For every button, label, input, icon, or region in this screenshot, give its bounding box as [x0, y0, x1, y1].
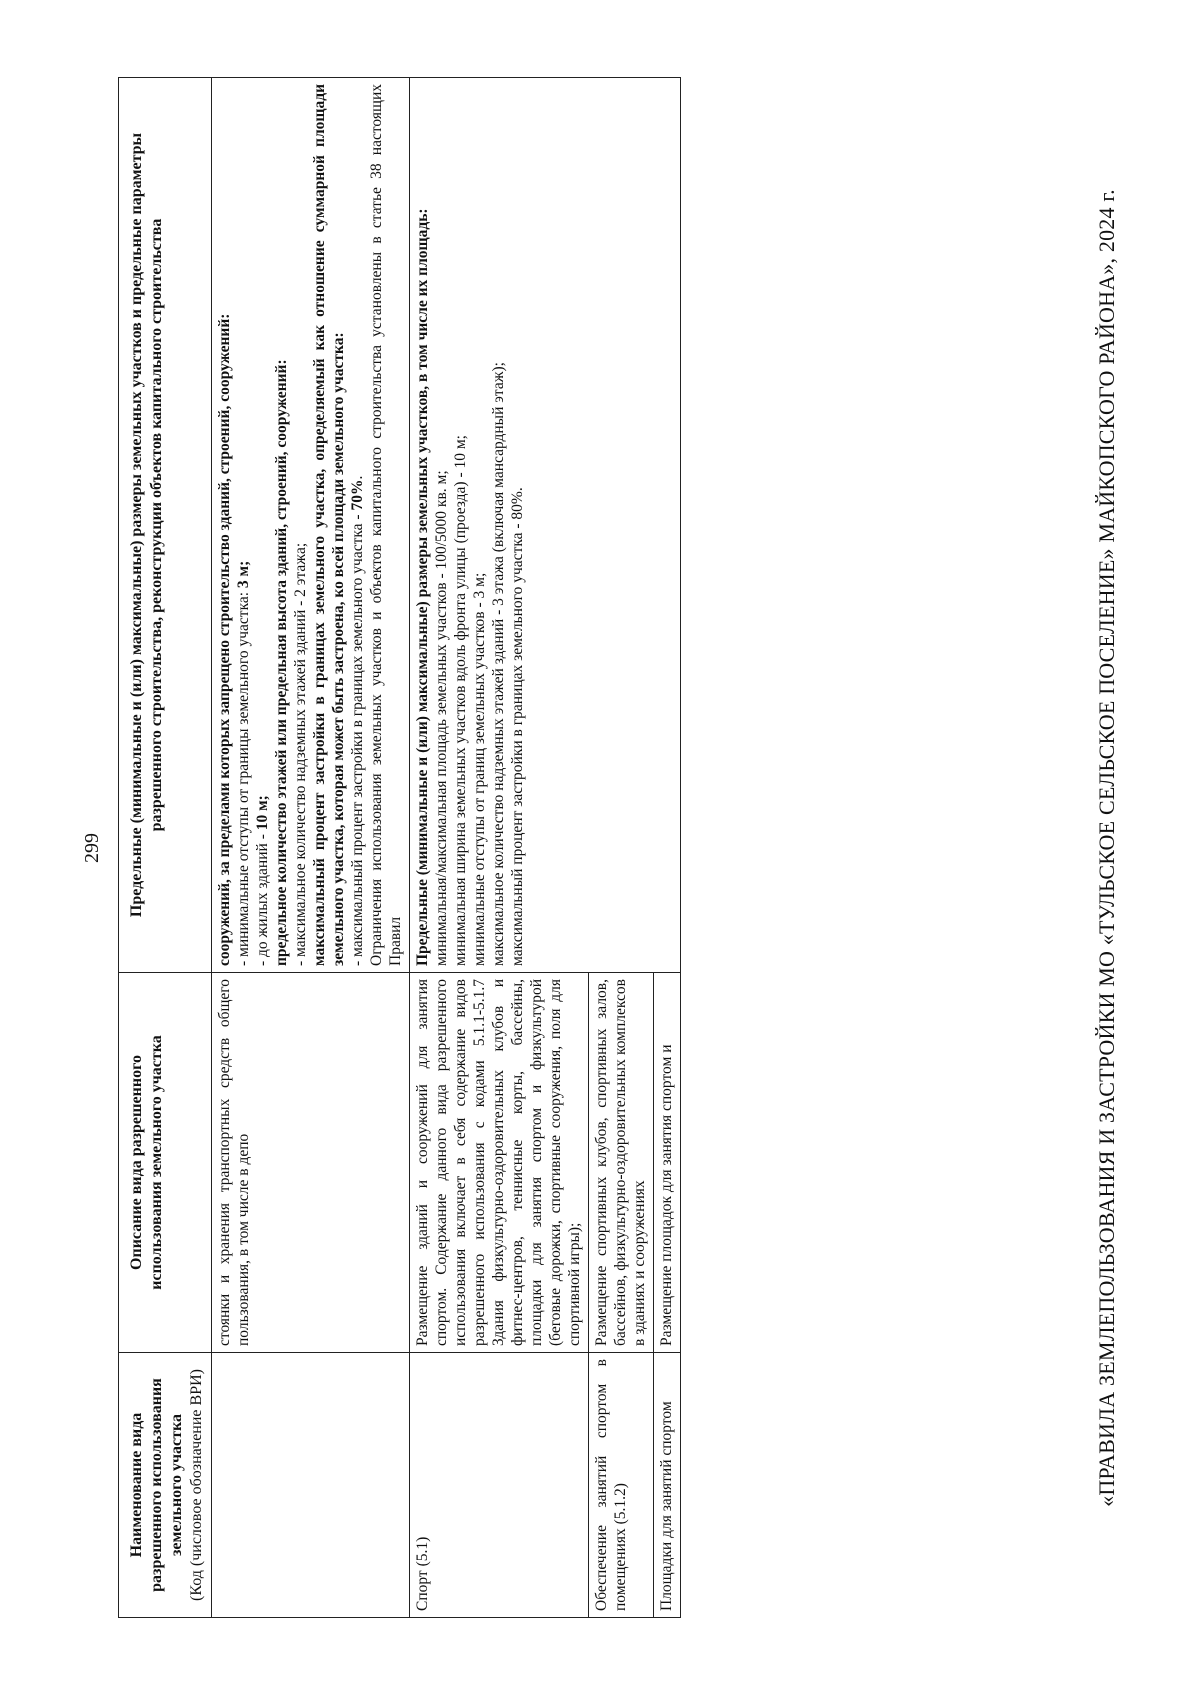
cell-name: Обеспечение занятий спортом в помещениях (5.1.2)	[589, 1353, 654, 1618]
cell-parameters: сооружений, за пределами которых запрещено строительство зданий, строений, сооружений: - минимальные отступы от границы земельного участка: 3 м; - до жилых зданий - 10 м; предельное количество этажей или предельная высота зданий, строений, сооружений: - максимальное количество надземных этажей зданий - 2 этажа; максимальный процент застройки в границах земельного участка, определяемый как отношение суммарной площади земельного участка, которая может быть застроена, ко всей площади земельного участка: - максимальный процент застройки в границах земельного участка - 70%. Ограничения использования земельных участков и объектов капитального строительства установлены в статье 38 настоящих Правил	[212, 78, 410, 973]
document-footer: «ПРАВИЛА ЗЕМЛЕПОЛЬЗОВАНИЯ И ЗАСТРОЙКИ МО «ТУЛЬСКОЕ СЕЛЬСКОЕ ПОСЕЛЕНИЕ» МАЙКОПСКОГО РАЙОНА», 2024 г.	[1094, 189, 1119, 1507]
header-parameters-column: Предельные (минимальные и (или) максимальные) размеры земельных участков и предельные параметры разрешенного строительства, реконструкции объектов капитального строительства	[119, 78, 212, 973]
header-name-column: Наименование вида разрешенного использования земельного участка (Код (числовое обозначение ВРИ)	[119, 1353, 212, 1618]
cell-name	[212, 1353, 410, 1618]
header-description-column: Описание вида разрешенного использования земельного участка	[119, 973, 212, 1353]
table-header-row	[119, 78, 212, 1618]
land-use-table	[118, 77, 681, 1618]
cell-description: Размещение спортивных клубов, спортивных залов, бассейнов, физкультурно-оздоровительных комплексов в зданиях и сооружениях	[589, 973, 654, 1353]
cell-name: Площадки для занятий спортом	[654, 1353, 681, 1618]
rotated-content	[80, 78, 1120, 1618]
table-row	[212, 78, 410, 1618]
table-row	[410, 78, 589, 1618]
cell-description: стоянки и хранения транспортных средств общего пользования, в том числе в депо	[212, 973, 410, 1353]
cell-description: Размещение зданий и сооружений для занятия спортом. Содержание данного вида разрешенного использования включает в себя содержание видов разрешенного использования с кодами 5.1.1-5.1.7 Здания физкультурно-оздоровительных клубов и фитнес-центров, теннисные корты, бассейны, площадки для занятия спортом и физкультурой (беговые дорожки, спортивные сооружения, поля для спортивной игры);	[410, 973, 589, 1353]
cell-name: Спорт (5.1)	[410, 1353, 589, 1618]
cell-parameters: Предельные (минимальные и (или) максимальные) размеры земельных участков, в том числе их площадь: минимальная/максимальная площадь земельных участков - 100/5000 кв. м; минимальная ширина земельных участков вдоль фронта улицы (проезда) - 10 м; минимальные отступы от границ земельных участков - 3 м; максимальное количество надземных этажей зданий - 3 этажа (включая мансардный этаж); максимальный процент застройки в границах земельного участка - 80%.	[410, 78, 681, 973]
cell-description: Размещение площадок для занятия спортом и	[654, 973, 681, 1353]
page-number: 299	[81, 833, 103, 863]
